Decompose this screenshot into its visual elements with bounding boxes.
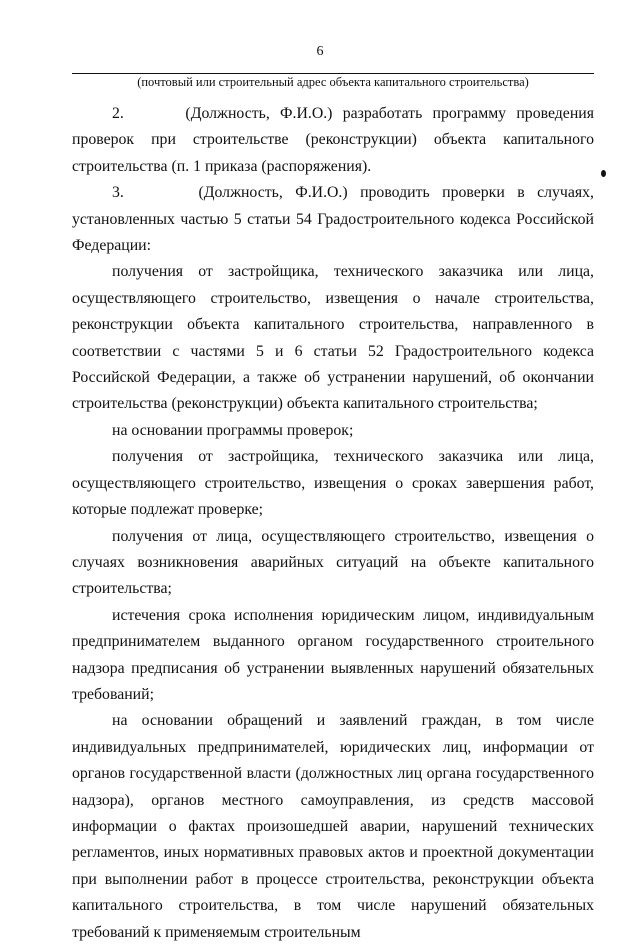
paragraph-case-order-expiry: истечения срока исполнения юридическим лицом, индивидуальным предпринимателем выданного органом государственного строительного надзора предписания об устранении выявленных нарушений обязательных требований;: [72, 606, 594, 703]
paragraph-item-2: 2. (Должность, Ф.И.О.) разработать программу проведения проверок при строительстве (реконструкции) объекта капитального строительства (п. 1 приказа (распоряжения).: [72, 105, 594, 175]
paragraph-item-3: 3. (Должность, Ф.И.О.) проводить проверки в случаях, установленных частью 5 статьи 54 Градостроительного кодекса Российской Федерации:: [72, 184, 594, 255]
margin-dot: [601, 170, 606, 177]
paragraph-case-emergency: получения от лица, осуществляющего строительство, извещения о случаях возникновения аварийных ситуаций на объекте капитального строительства;: [72, 527, 594, 598]
paragraph-case-notice-deadline: получения от застройщика, технического заказчика или лица, осуществляющего строительство, извещения о сроках завершения работ, которые подлежат проверке;: [72, 448, 594, 519]
page-number: 6: [316, 44, 324, 59]
paragraph-case-notice-start: получения от застройщика, технического заказчика или лица, осуществляющего строительство, извещения о начале строительства, реконструкции объекта капитального строительства, направленного в соответствии с частями 5 и 6 статьи 52 Градостроительного кодекса Российской Федерации, а также об устранении нарушений, об окончании строительства (реконструкции) объекта капитального строительства;: [72, 263, 594, 413]
paragraph-case-program: на основании программы проверок;: [112, 421, 354, 439]
address-caption: (почтовый или строительный адрес объекта капитального строительства): [137, 75, 529, 89]
paragraph-case-complaints: на основании обращений и заявлений граждан, в том числе индивидуальных предпринимателей, юридических лиц, информации от органов государственной власти (должностных лиц органа государственного надзора), органов местного самоуправления, из средств массовой информации о фактах произошедшей аварии, нарушений технических регламентов, иных нормативных правовых актов и проектной документации при выполнении работ в процессе строительства, реконструкции объекта капитального строительства, в том числе нарушений обязательных требований к применяемым строительным: [72, 712, 594, 941]
document-body: [72, 101, 594, 946]
